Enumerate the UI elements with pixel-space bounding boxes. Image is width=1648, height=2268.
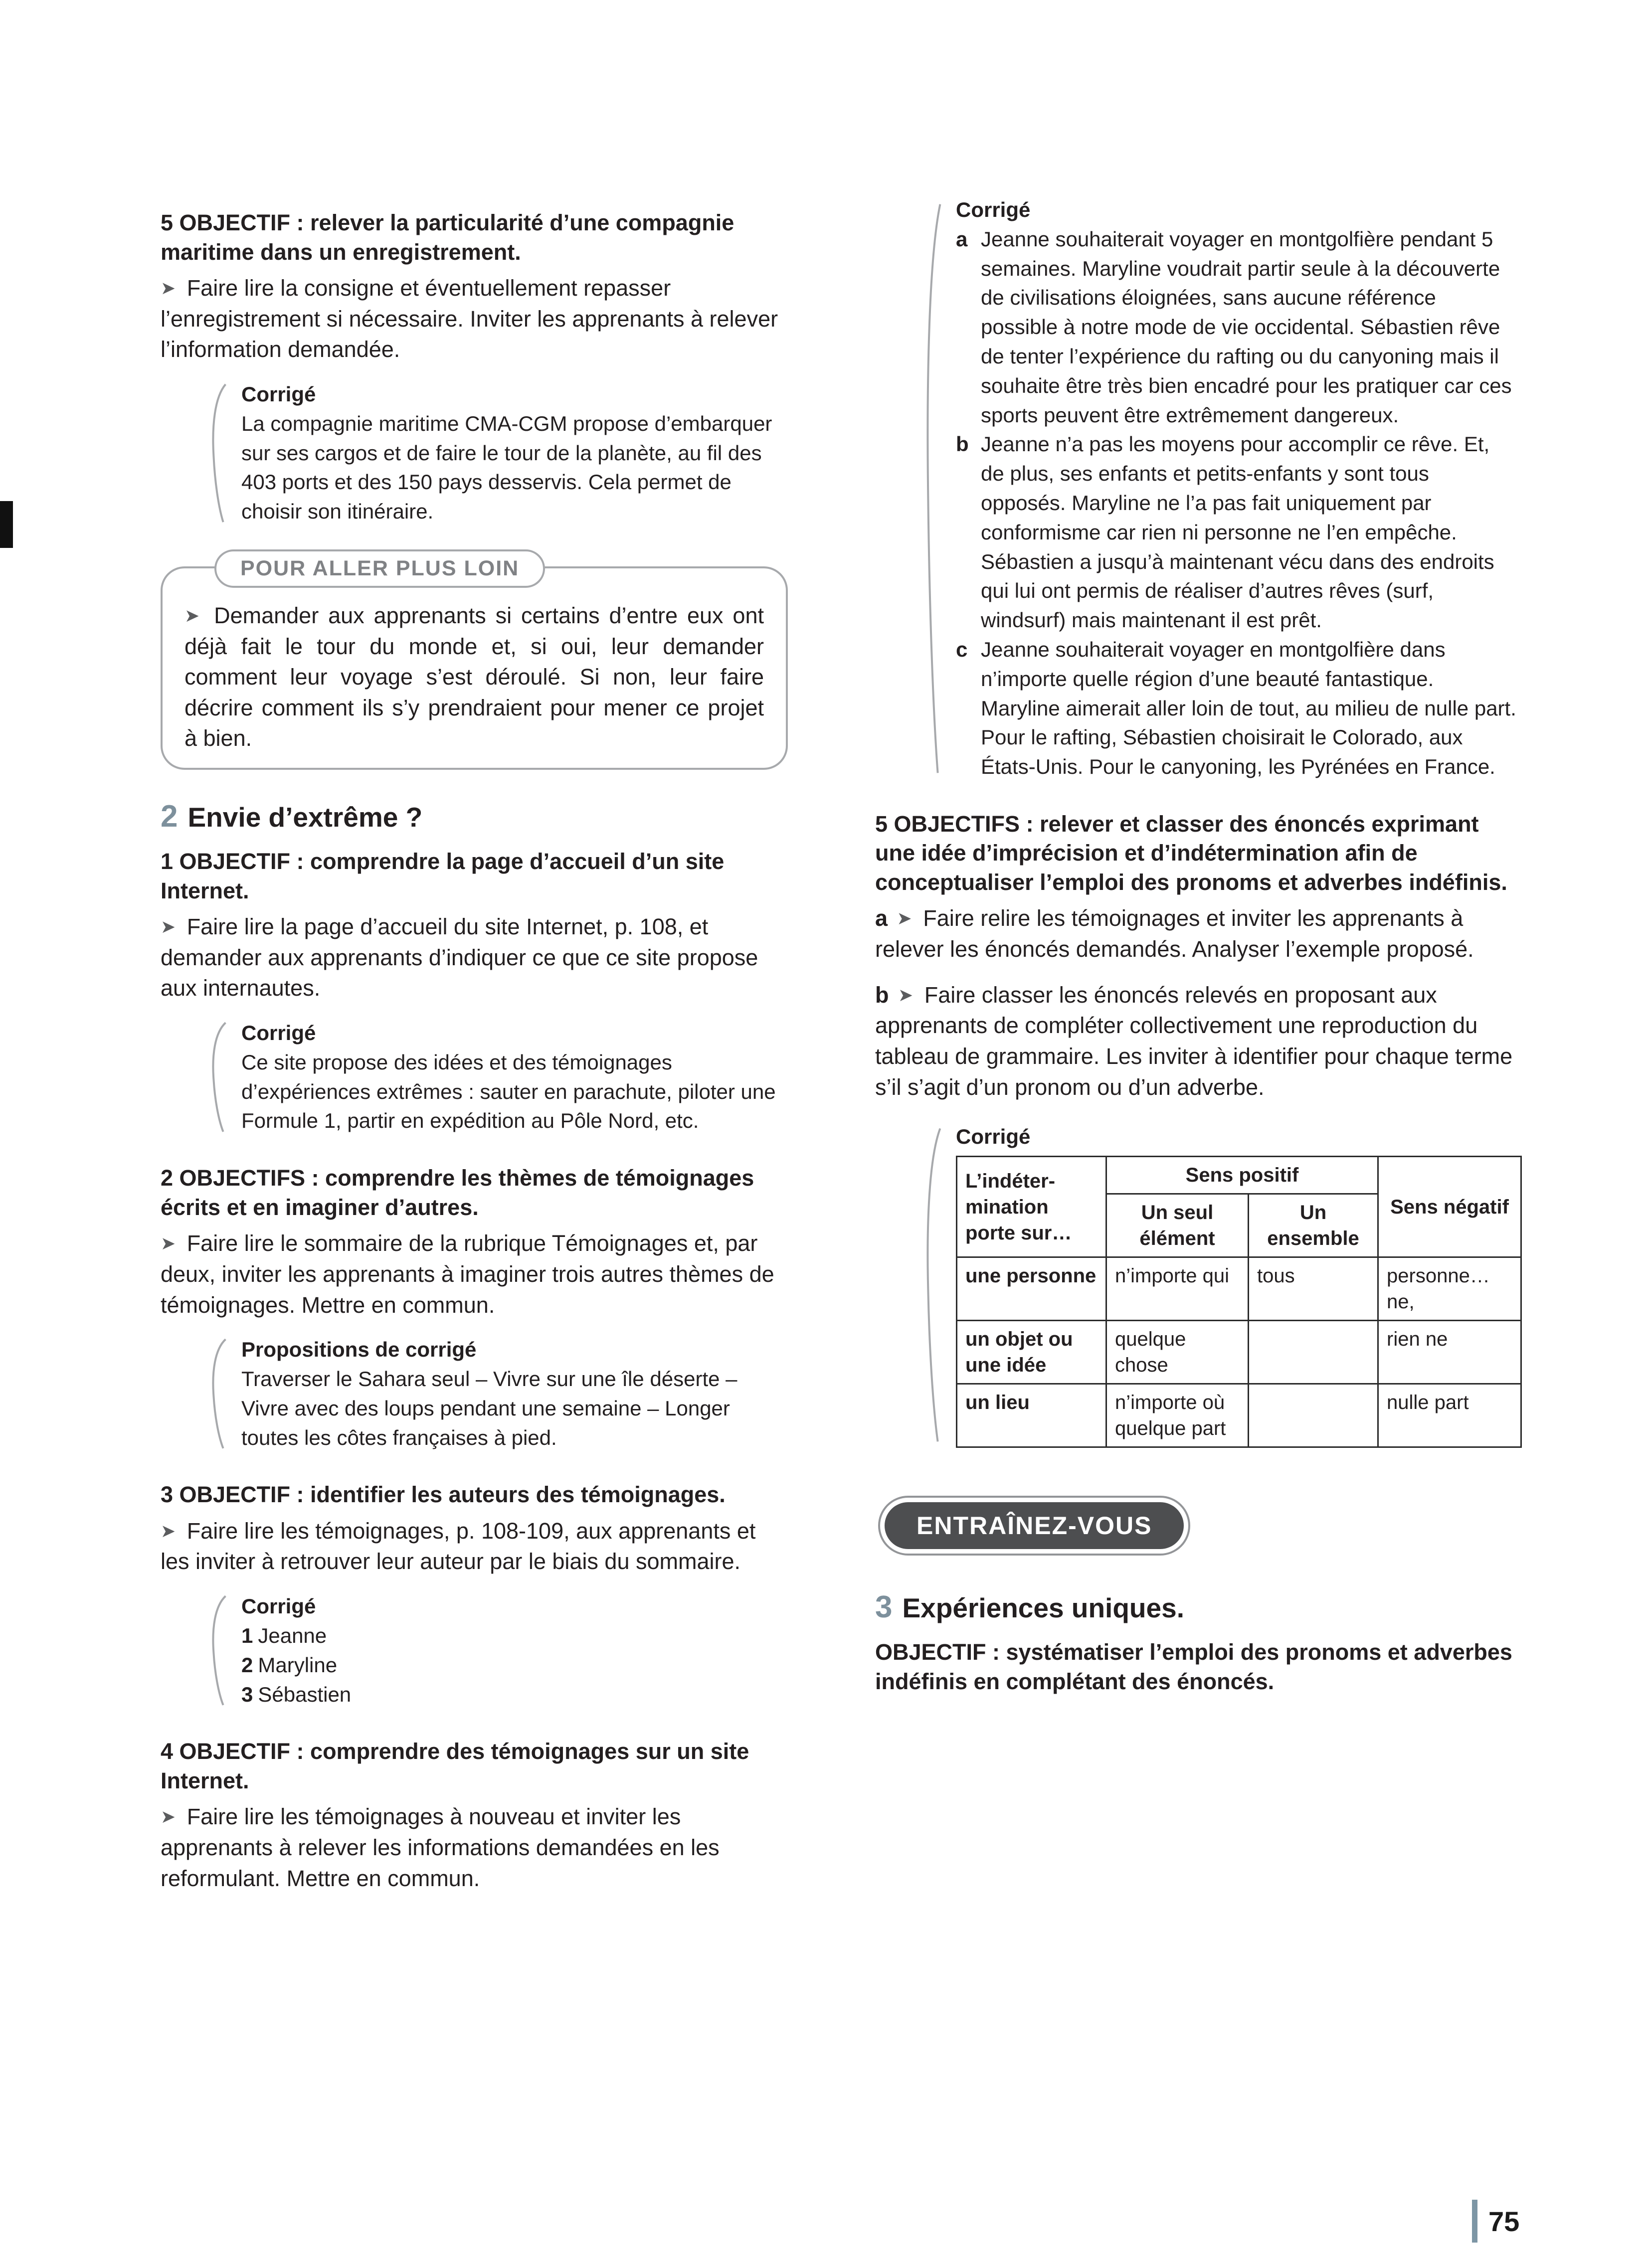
corrige-answer <box>241 1621 788 1651</box>
section-heading <box>875 1589 1518 1625</box>
corrige-title: Corrigé <box>956 1125 1031 1149</box>
corrige-answer <box>956 635 1518 782</box>
section-number: 3 <box>875 1590 893 1625</box>
table-cell: un objet ou une idée <box>957 1321 1106 1384</box>
corrige-block <box>209 1019 788 1136</box>
table-header-cell: Un seul élément <box>1106 1194 1249 1257</box>
corrige-title: Corrigé <box>241 382 316 406</box>
corrige-answer <box>241 1680 788 1710</box>
table-row <box>957 1384 1521 1447</box>
objective-heading: 3 OBJECTIF : identifier les auteurs des témoignages. <box>161 1482 726 1508</box>
table-cell: une personne <box>957 1257 1106 1321</box>
arrow-icon: ➤ <box>897 908 912 929</box>
corrige-title: Corrigé <box>956 198 1031 221</box>
table-cell: un lieu <box>957 1384 1106 1447</box>
answer-letter: a <box>956 227 968 251</box>
table-cell <box>1249 1321 1378 1384</box>
grammar-table <box>956 1156 1522 1448</box>
corrige-block <box>209 1592 788 1709</box>
answer-number: 3 <box>241 1682 253 1706</box>
objective-heading: 4 OBJECTIF : comprendre des témoignages sur un site Internet. <box>161 1739 749 1793</box>
section-title: Envie d’extrême ? <box>187 802 423 833</box>
corrige-text: Traverser le Sahara seul – Vivre sur une île déserte – Vivre avec des loups pendant une semaine – Longer toutes les côtes françaises à pied. <box>241 1367 737 1449</box>
entrainez-vous-label: ENTRAÎNEZ-VOUS <box>885 1502 1184 1549</box>
table-cell: n’importe où quelque part <box>1106 1384 1249 1447</box>
answer-letter: c <box>956 637 968 661</box>
objective-heading: 2 OBJECTIFS : comprendre les thèmes de témoignages écrits et en imaginer d’autres. <box>161 1165 754 1220</box>
paragraph-text: Faire lire les témoignages à nouveau et inviter les apprenants à relever les informations demandées en les reformulant. Mettre en commun. <box>161 1804 720 1891</box>
arrow-icon: ➤ <box>161 916 176 937</box>
paragraph-text: Faire lire la page d’accueil du site Internet, p. 108, et demander aux apprenants d’indiquer ce que ce site propose aux internautes. <box>161 914 758 1001</box>
paragraph-text: Demander aux apprenants si certains d’entre eux ont déjà fait le tour du monde et, si oui, leur demander comment leur voyage s’est déroulé. Si non, leur faire décrire comment ils s’y prendraient pour mener ce projet à bien. <box>184 602 764 751</box>
answer-text: Jeanne souhaiterait voyager en montgolfière pendant 5 semaines. Maryline voudrait partir seule à la découverte de civilisations éloignées, sans aucune référence possible à notre mode de vie occidental. Sébastien rêve de tenter l’expérience du rafting ou du canyoning mais il souhaite être très bien encadré pour les pratiquer car ces sports peuvent être extrêmement dangereux. <box>981 227 1512 427</box>
answer-text: Sébastien <box>258 1682 352 1706</box>
paragraph-text: Faire classer les énoncés relevés en proposant aux apprenants de compléter collectivement une reproduction du tableau de grammaire. Les inviter à identifier pour chaque terme s’il s’agit d’un pronom ou d’un adverbe. <box>875 982 1513 1100</box>
corrige-title: Corrigé <box>241 1594 316 1618</box>
objective-heading: 1 OBJECTIF : comprendre la page d’accueil d’un site Internet. <box>161 849 725 903</box>
step-letter: a <box>875 905 888 931</box>
instruction-paragraph <box>161 273 788 365</box>
paragraph-text: Faire lire la consigne et éventuellement repasser l’enregistrement si nécessaire. Inviter les apprenants à relever l’information demandée. <box>161 275 778 362</box>
corrige-block <box>209 380 788 526</box>
arrow-icon: ➤ <box>184 605 200 626</box>
instruction-paragraph <box>161 1228 788 1320</box>
objective-heading: OBJECTIF : systématiser l’emploi des pronoms et adverbes indéfinis en complétant des énoncés. <box>875 1639 1512 1694</box>
objective-heading: 5 OBJECTIFS : relever et classer des énoncés exprimant une idée d’imprécision et d’indétermination afin de conceptualiser l’emploi des pronoms et adverbes indéfinis. <box>875 811 1507 895</box>
corrige-bracket-icon <box>924 198 942 779</box>
pour-aller-plus-loin-title: POUR ALLER PLUS LOIN <box>214 549 545 588</box>
page-number <box>1472 2200 1519 2243</box>
section-number: 2 <box>161 799 178 834</box>
table-header-cell: Sens positif <box>1106 1157 1378 1194</box>
instruction-paragraph <box>875 903 1518 964</box>
answer-text: Maryline <box>258 1653 338 1677</box>
arrow-icon: ➤ <box>161 1233 176 1254</box>
table-cell: rien ne <box>1378 1321 1521 1384</box>
table-cell: nulle part <box>1378 1384 1521 1447</box>
section-title: Expériences uniques. <box>902 1592 1184 1624</box>
entrainez-vous-badge <box>878 1496 1190 1556</box>
instruction-paragraph <box>161 1516 788 1577</box>
corrige-answer-list <box>241 1621 788 1709</box>
instruction-paragraph <box>161 1801 788 1894</box>
answer-text: Jeanne n’a pas les moyens pour accomplir ce rêve. Et, de plus, ses enfants et petits-enfants y sont tous opposés. Maryline ne l’a pas fait uniquement par conformisme car rien ni personne ne l’en empêche. Sébastien a jusqu’à maintenant vécu dans des endroits qui lui ont permis de réaliser d’autres rêves (surf, windsurf) mais maintenant il est prêt. <box>981 432 1494 632</box>
corrige-bracket-icon <box>924 1125 942 1445</box>
corrige-text: Ce site propose des idées et des témoignages d’expériences extrêmes : sauter en parachute, piloter une Formule 1, partir en expédition au Pôle Nord, etc. <box>241 1050 776 1133</box>
step-letter: b <box>875 982 889 1008</box>
table-cell: tous <box>1249 1257 1378 1321</box>
page-edge-tab <box>0 501 13 548</box>
page-number-value: 75 <box>1488 2205 1520 2237</box>
corrige-title: Corrigé <box>241 1021 316 1045</box>
objective-heading: 5 OBJECTIF : relever la particularité d’une compagnie maritime dans un enregistrement. <box>161 210 734 265</box>
answer-letter: b <box>956 432 969 456</box>
instruction-paragraph <box>161 911 788 1004</box>
table-cell <box>1249 1384 1378 1447</box>
table-header-cell: Sens négatif <box>1378 1157 1521 1257</box>
arrow-icon: ➤ <box>161 1520 176 1541</box>
answer-text: Jeanne souhaiterait voyager en montgolfière dans n’importe quelle région d’une beauté fantastique. Maryline aimerait aller loin de tout, au milieu de nulle part. Pour le rafting, Sébastien choisirait le Colorado, aux États-Unis. Pour le canyoning, les Pyrénées en France. <box>981 637 1516 779</box>
arrow-icon: ➤ <box>161 1806 176 1827</box>
right-column <box>875 195 1518 1702</box>
corrige-answer <box>241 1651 788 1680</box>
section-heading <box>161 799 788 834</box>
table-header-cell: L’indéter- mination porte sur… <box>957 1157 1106 1257</box>
left-column <box>161 208 788 1909</box>
corrige-block <box>924 1122 1518 1448</box>
corrige-title: Propositions de corrigé <box>241 1338 477 1362</box>
corrige-answer <box>956 225 1518 430</box>
table-cell: personne… ne, <box>1378 1257 1521 1321</box>
instruction-paragraph <box>875 980 1518 1103</box>
answer-number: 1 <box>241 1623 253 1647</box>
table-cell: n’importe qui <box>1106 1257 1249 1321</box>
corrige-bracket-icon <box>209 1595 227 1706</box>
paragraph-text: Faire relire les témoignages et inviter les apprenants à relever les énoncés demandés. Analyser l’exemple proposé. <box>875 905 1474 962</box>
answer-text: Jeanne <box>258 1623 327 1647</box>
paragraph-text: Faire lire le sommaire de la rubrique Témoignages et, par deux, inviter les apprenants à imaginer trois autres thèmes de témoignages. Mettre en commun. <box>161 1230 774 1318</box>
table-cell: quelque chose <box>1106 1321 1249 1384</box>
table-header-cell: Un ensemble <box>1249 1194 1378 1257</box>
pour-aller-plus-loin-box <box>161 556 788 770</box>
instruction-paragraph <box>184 600 764 754</box>
corrige-answer <box>956 430 1518 635</box>
arrow-icon: ➤ <box>898 984 914 1005</box>
table-row <box>957 1321 1521 1384</box>
corrige-bracket-icon <box>209 1338 227 1449</box>
table-header-row <box>957 1157 1521 1194</box>
page-number-bar <box>1472 2200 1477 2243</box>
corrige-block <box>924 195 1518 782</box>
arrow-icon: ➤ <box>161 278 176 298</box>
corrige-text: La compagnie maritime CMA-CGM propose d’embarquer sur ses cargos et de faire le tour de la planète, au fil des 403 ports et des 150 pays desservis. Cela permet de choisir son itinéraire. <box>241 411 772 523</box>
table-row <box>957 1257 1521 1321</box>
corrige-answer-list <box>956 225 1518 782</box>
paragraph-text: Faire lire les témoignages, p. 108-109, aux apprenants et les inviter à retrouver leur auteur par le biais du sommaire. <box>161 1518 756 1574</box>
answer-number: 2 <box>241 1653 253 1677</box>
corrige-bracket-icon <box>209 383 227 523</box>
corrige-block <box>209 1335 788 1452</box>
corrige-bracket-icon <box>209 1022 227 1133</box>
